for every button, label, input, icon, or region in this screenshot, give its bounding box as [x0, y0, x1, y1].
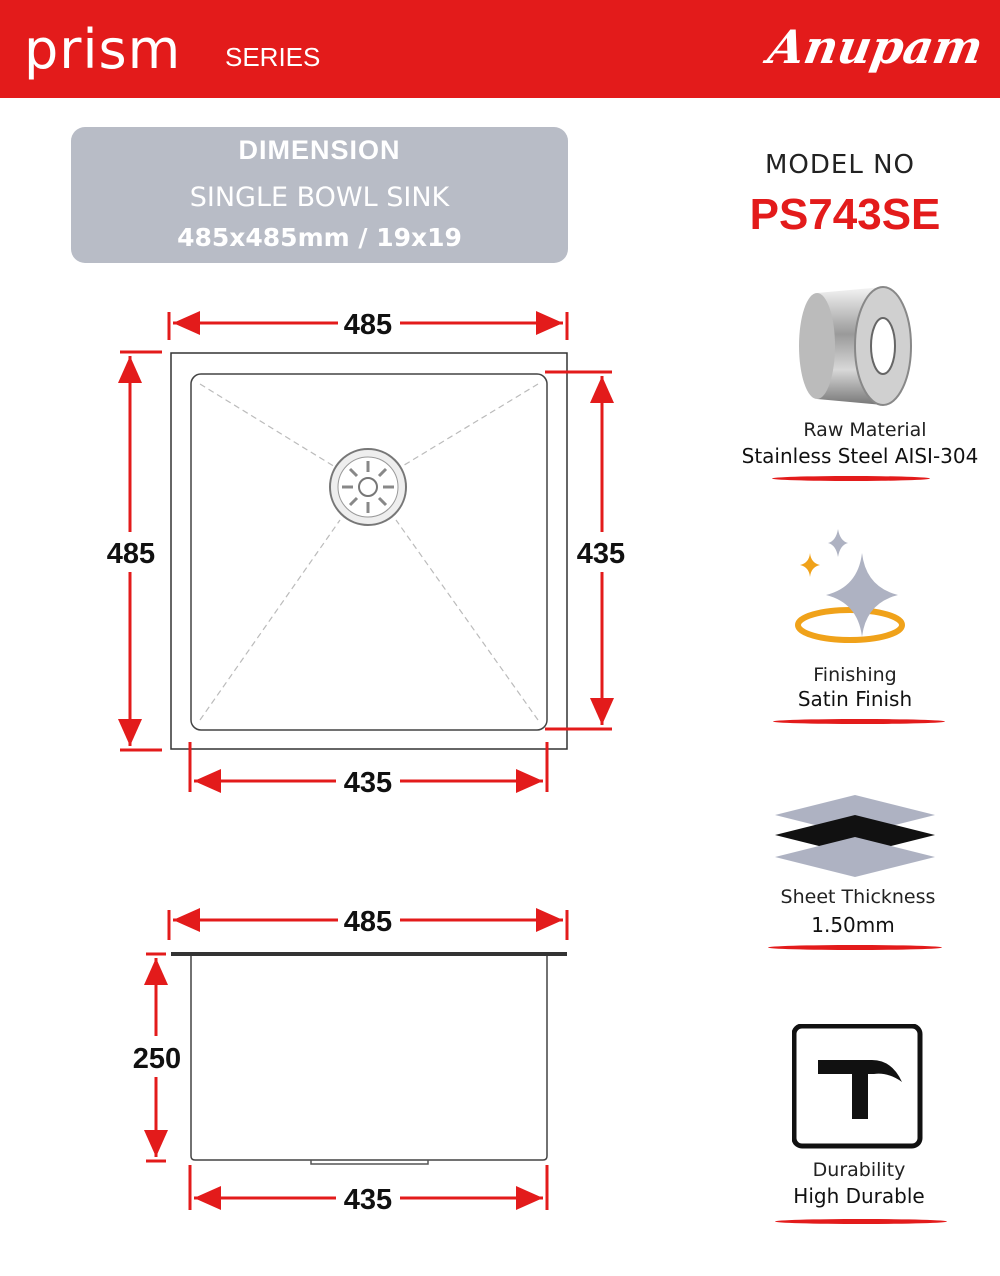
dimension-box	[71, 127, 568, 263]
header-bar	[0, 0, 1000, 98]
sparkle-icon	[790, 525, 915, 650]
dimension-title: DIMENSION	[238, 135, 401, 165]
model-label: MODEL NO	[764, 150, 915, 180]
layers-icon	[770, 790, 940, 880]
sheet-thickness-underline	[768, 945, 942, 950]
model-number: PS743SE	[749, 190, 941, 239]
durability-value: High Durable	[793, 1184, 925, 1208]
finishing-value: Satin Finish	[797, 687, 913, 711]
inner-height-label: 435	[576, 538, 626, 570]
finishing-label: Finishing	[813, 664, 897, 686]
company-logo: Anupam	[764, 20, 987, 74]
raw-material-underline	[772, 476, 930, 481]
steel-coil-icon	[795, 283, 920, 413]
sink-body	[191, 956, 547, 1160]
top-width-label: 485	[343, 906, 393, 938]
brand-name: prism	[24, 18, 182, 81]
drain-icon	[330, 449, 406, 525]
outer-width-label: 485	[343, 309, 393, 341]
durability-underline	[775, 1219, 947, 1224]
finishing-underline	[773, 719, 945, 724]
series-label: SERIES	[225, 42, 321, 72]
sheet-thickness-label: Sheet Thickness	[780, 886, 936, 908]
top-view-drawing	[90, 300, 650, 800]
side-view-drawing	[110, 900, 590, 1220]
sheet-thickness-value: 1.50mm	[811, 913, 895, 937]
bottom-width-label: 435	[343, 1184, 393, 1216]
raw-material-value: Stainless Steel AISI-304	[741, 444, 979, 468]
inner-width-label: 435	[343, 767, 393, 799]
depth-label: 250	[132, 1043, 182, 1075]
sink-size: 485x485mm / 19x19	[177, 223, 462, 252]
raw-material-label: Raw Material	[803, 419, 927, 441]
sink-outer-rim	[171, 353, 567, 749]
outer-height-label: 485	[106, 538, 156, 570]
hammer-icon	[792, 1024, 924, 1150]
sink-type: SINGLE BOWL SINK	[189, 182, 450, 213]
durability-label: Durability	[812, 1159, 906, 1181]
sink-inner-bowl	[191, 374, 547, 730]
